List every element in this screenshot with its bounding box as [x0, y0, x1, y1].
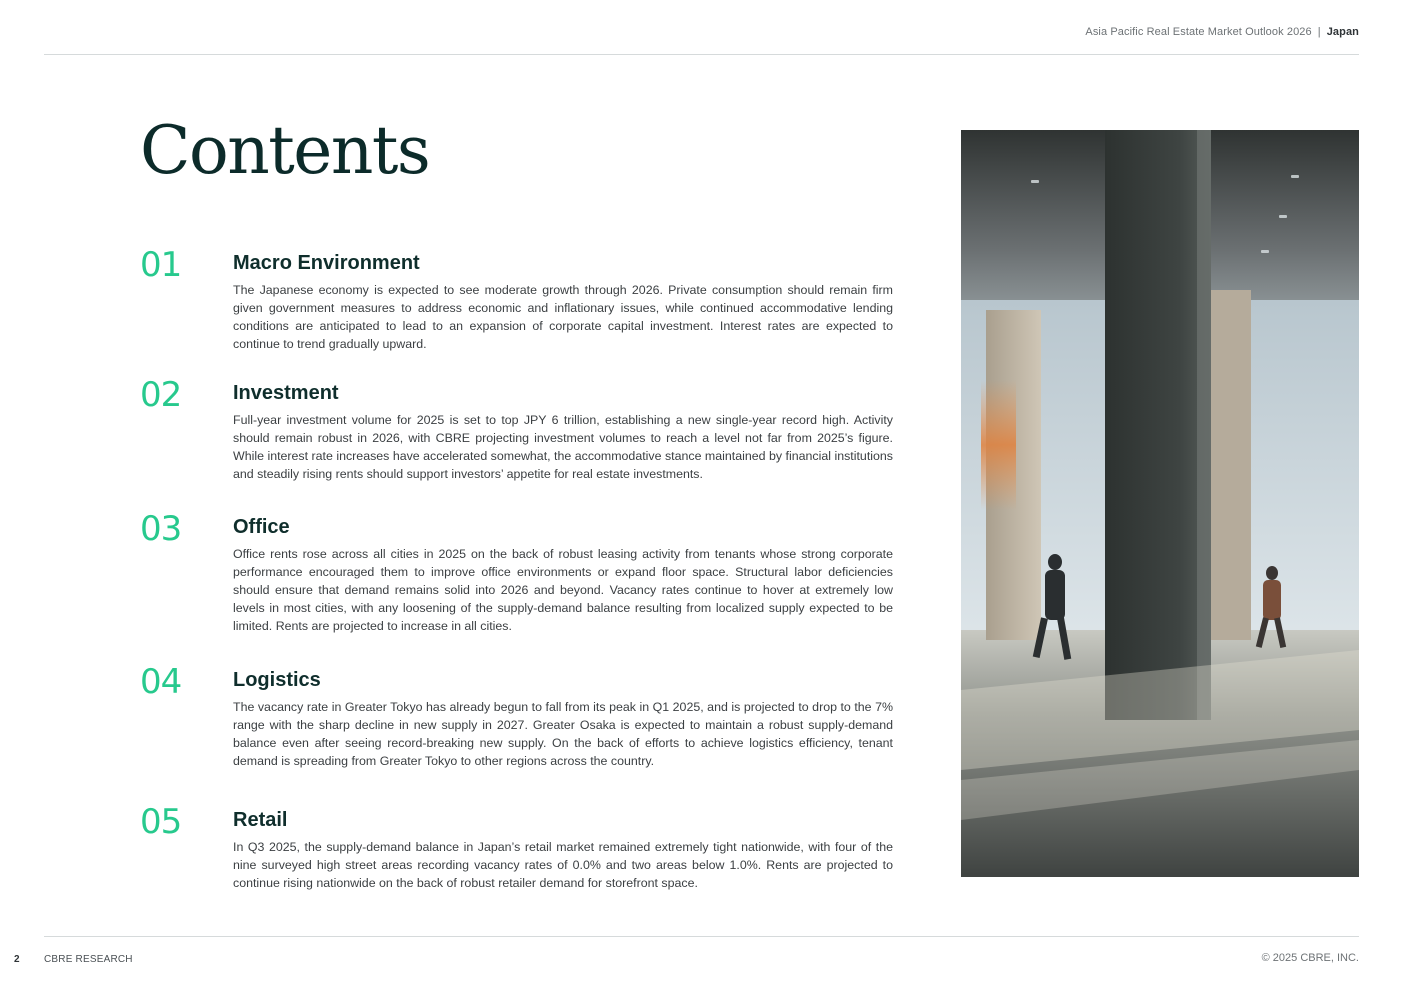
section-title: Investment — [233, 382, 339, 404]
section-text: In Q3 2025, the supply-demand balance in Japan’s retail market remained extremely tight nationwide, with four of the nine surveyed high street areas recording vacancy rates of 0.0% and two areas below 1.0%. Rents are projected to continue rising nationwide on the back of robust retailer demand for storefront space. — [233, 840, 893, 890]
photo-illustration — [961, 130, 1359, 877]
section-text: The Japanese economy is expected to see moderate growth through 2026. Private consumption should remain firm given government measures to address economic and inflationary issues, while continued accommodative lending conditions are anticipated to lead to an expansion of corporate capital investment. Interest rates are expected to continue to trend gradually upward. — [233, 283, 893, 351]
copyright: © 2025 CBRE, INC. — [1261, 952, 1359, 964]
section-title: Retail — [233, 809, 288, 831]
section-text: Office rents rose across all cities in 2025 on the back of robust leasing activity from tenants whose strong corporate performance encouraged them to improve office environments or expand floor space. Structural labor deficiencies should ensure that demand remains solid into 2026 and beyond. Vacancy rates continue to hover at extremely low levels in most cities, with any loosening of the supply-demand balance resulting from localized supply expected to be limited. Rents are projected to increase in all cities. — [233, 547, 893, 633]
section-number: 04 — [140, 662, 182, 702]
section-title: Office — [233, 516, 290, 538]
section-number: 05 — [140, 802, 182, 842]
section-title: Logistics — [233, 669, 321, 691]
page-header — [1085, 26, 1359, 38]
page-number: 2 — [14, 954, 20, 965]
section-text: The vacancy rate in Greater Tokyo has already begun to fall from its peak in Q1 2025, and is projected to drop to the 7% range with the sharp decline in new supply in 2027. Greater Osaka is expected to maintain a robust supply-demand balance even after seeing record-breaking new supply. On the back of efforts to achieve logistics efficiency, tenant demand is spreading from Greater Tokyo to other regions across the country. — [233, 700, 893, 768]
header-divider — [44, 54, 1359, 55]
header-separator: | — [1317, 26, 1321, 38]
report-title: Asia Pacific Real Estate Market Outlook 2026 — [1085, 26, 1312, 38]
section-number: 02 — [140, 375, 182, 415]
section-number: 03 — [140, 509, 182, 549]
page-title: Contents — [140, 112, 430, 189]
section-number: 01 — [140, 245, 182, 285]
footer-divider — [44, 936, 1359, 937]
footer-brand: CBRE RESEARCH — [44, 954, 133, 965]
section-title: Macro Environment — [233, 252, 420, 274]
cover-photo — [961, 130, 1359, 877]
country-label: Japan — [1326, 26, 1359, 38]
section-text: Full-year investment volume for 2025 is set to top JPY 6 trillion, establishing a new single-year record high. Activity should remain robust in 2026, with CBRE projecting investment volumes to reach a level not far from 2025’s figure. While interest rate increases have accelerated somewhat, the accommodative stance maintained by financial institutions and steadily rising rents should support investors’ appetite for real estate investments. — [233, 413, 893, 481]
